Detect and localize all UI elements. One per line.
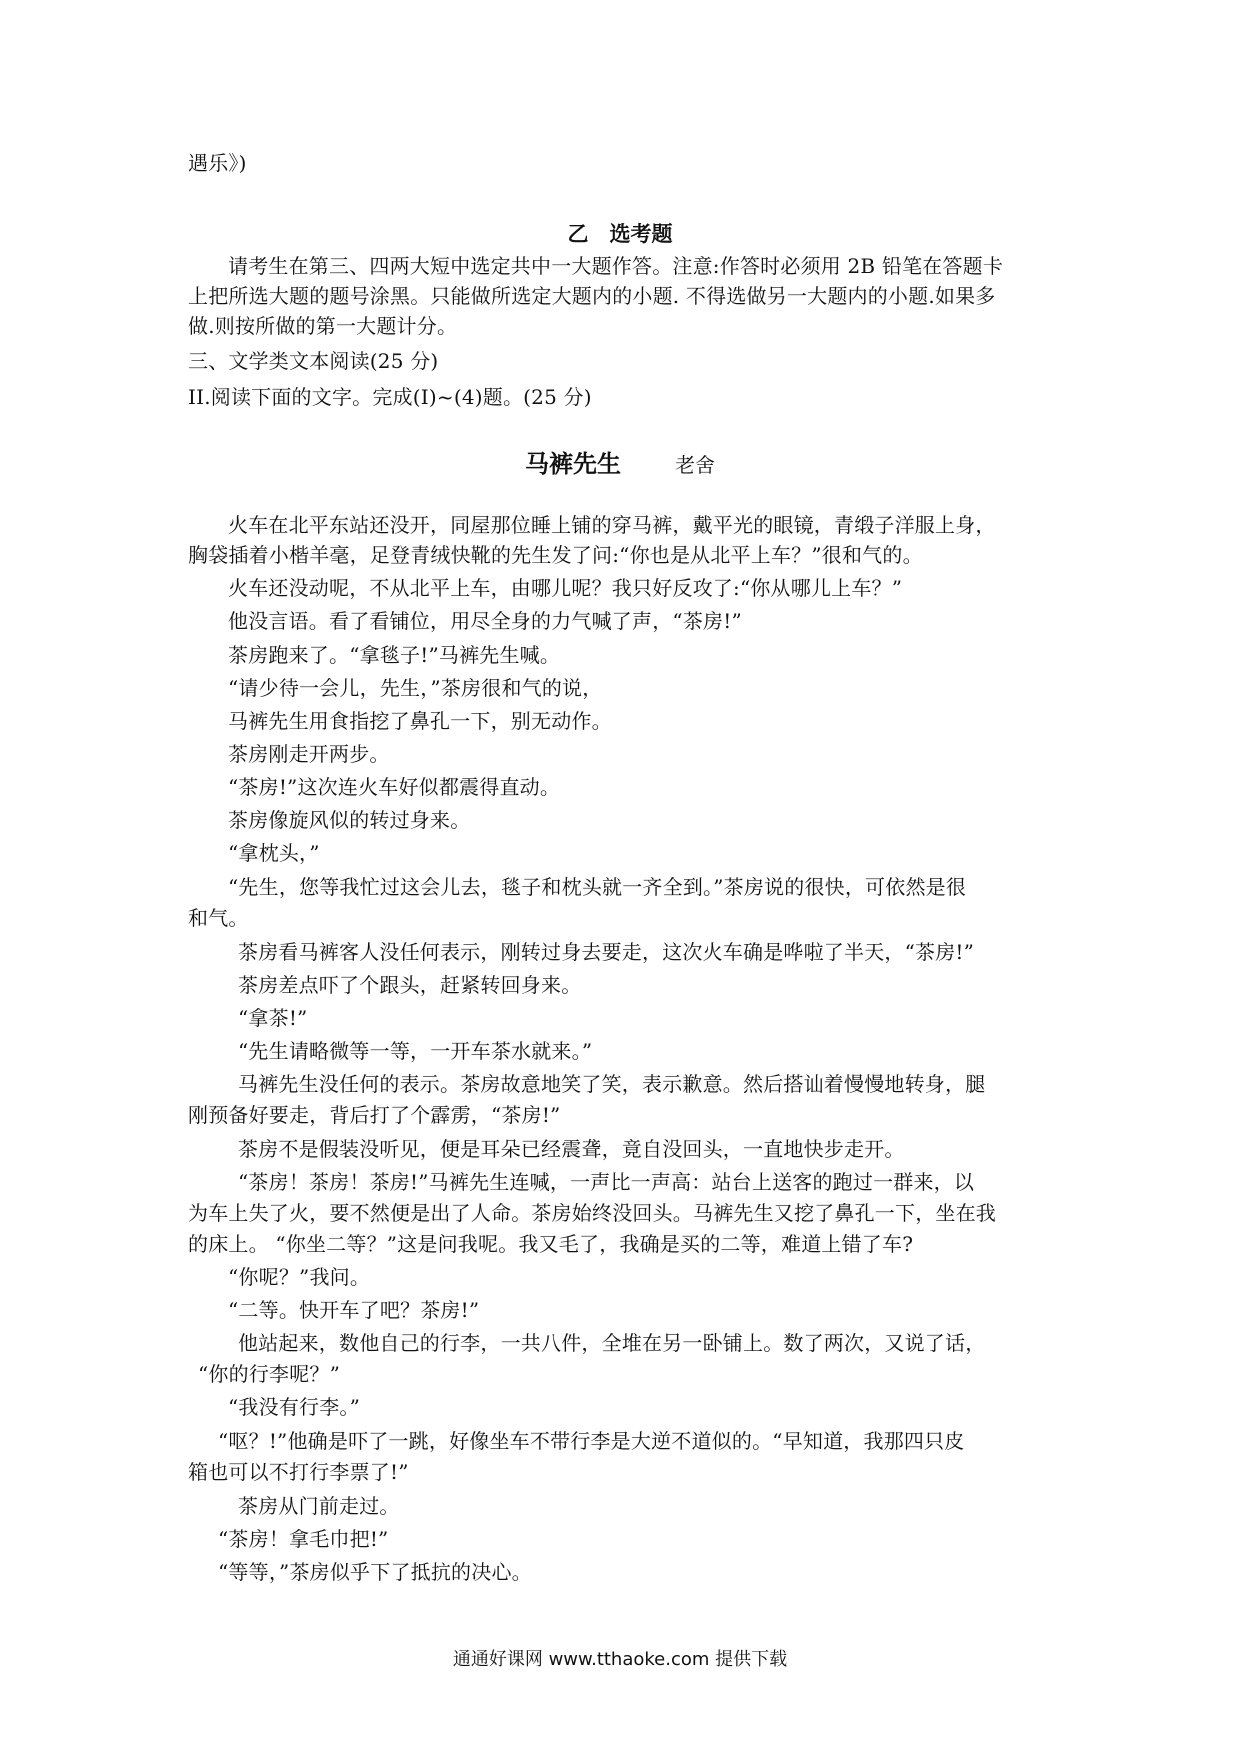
article-line-10: 茶房像旋风似的转过身来。: [228, 808, 471, 832]
article-line-28: “我没有行李。”: [228, 1395, 361, 1419]
article-line-7: 马裤先生用食指挖了鼻孔一下，别无动作。: [228, 709, 612, 733]
article-line-1: 火车在北平东站还没开，同屋那位睡上铺的穿马裤，戴平光的眼镜，青缎子洋服上身，: [228, 513, 996, 537]
article-line-16: “拿茶!”: [238, 1006, 308, 1030]
article-line-9: “茶房!”这次连火车好似都震得直动。: [228, 775, 561, 799]
article-line-11: “拿枕头，”: [228, 841, 320, 865]
article-line-12: “先生，您等我忙过这会儿去，毯子和枕头就一齐全到。”茶房说的很快，可依然是很: [228, 875, 967, 899]
article-line-27: “你的行李呢？”: [198, 1362, 341, 1386]
article-line-14: 茶房看马裤客人没任何表示，刚转过身去要走，这次火车确是哗啦了半天，“茶房!”: [238, 940, 975, 964]
article-line-26: 他站起来，数他自己的行李，一共八件，全堆在另一卧铺上。数了两次，又说了话，: [238, 1331, 986, 1355]
article-line-29: “呕？!”他确是吓了一跳，好像坐车不带行李是大逆不道似的。“早知道，我那四只皮: [218, 1429, 965, 1453]
article-line-5: 茶房跑来了。“拿毯子!”马裤先生喊。: [228, 643, 561, 667]
article-line-2: 胸袋插着小楷羊毫，足登青绒快靴的先生发了问:“你也是从北平上车？”很和气的。: [188, 543, 923, 567]
article-line-13: 和气。: [188, 906, 249, 930]
article-line-33: “等等，”茶房似乎下了抵抗的决心。: [218, 1560, 532, 1584]
article-line-25: “二等。快开车了吧？茶房!”: [228, 1298, 480, 1322]
part-heading: 三、文学类文本阅读(25 分): [188, 349, 439, 373]
article-heading: [0, 444, 1240, 479]
article-line-8: 茶房刚走开两步。: [228, 742, 390, 766]
article-line-22: 为车上失了火，要不然便是出了人命。茶房始终没回头。马裤先生又挖了鼻孔一下，坐在我: [188, 1201, 996, 1225]
article-line-19: 刚预备好要走，背后打了个霹雳，“茶房!”: [188, 1103, 561, 1127]
article-title: 马裤先生: [525, 450, 621, 478]
article-line-17: “先生请略微等一等，一开车茶水就来。”: [238, 1039, 593, 1063]
article-line-20: 茶房不是假装没听见，便是耳朵已经震聋，竟自没回头，一直地快步走开。: [238, 1137, 905, 1161]
article-line-4: 他没言语。看了看铺位，用尽全身的力气喊了声，“茶房!”: [228, 609, 742, 633]
page-footer: 通通好课网 www.tthaoke.com 提供下载: [452, 1649, 788, 1670]
article-line-3: 火车还没动呢，不从北平上车，由哪儿呢？我只好反攻了:“你从哪儿上车？”: [228, 576, 903, 600]
article-line-6: “请少待一会儿，先生，”茶房很和气的说，: [228, 676, 603, 700]
article-line-21: “茶房！茶房！茶房!”马裤先生连喊，一声比一声高：站台上送客的跑过一群来，以: [238, 1170, 975, 1194]
instruction-line-1: 请考生在第三、四两大短中选定共中一大题作答。注意:作答时必须用 2B 铅笔在答题卡: [228, 254, 1004, 278]
top-fragment: 遇乐》): [188, 151, 247, 175]
article-line-31: 茶房从门前走过。: [238, 1494, 400, 1518]
instruction-line-3: 做.则按所做的第一大题计分。: [188, 314, 458, 338]
instruction-line-2: 上把所选大题的题号涂黑。只能做所选定大题内的小题. 不得选做另一大题内的小题.如果多: [188, 284, 996, 308]
question-heading: II.阅读下面的文字。完成(I)~(4)题。(25 分): [188, 385, 592, 409]
article-line-15: 茶房差点吓了个跟头，赶紧转回身来。: [238, 973, 582, 997]
article-line-30: 箱也可以不打行李票了!”: [188, 1460, 409, 1484]
section-title: 乙 选考题: [567, 222, 673, 246]
article-line-24: “你呢？”我问。: [228, 1265, 371, 1289]
article-line-18: 马裤先生没任何的表示。茶房故意地笑了笑，表示歉意。然后搭讪着慢慢地转身，腿: [238, 1072, 986, 1096]
article-line-32: “茶房！拿毛巾把!”: [218, 1527, 389, 1551]
article-author: 老舍: [675, 453, 715, 477]
article-line-23: 的床上。 “你坐二等？”这是问我呢。我又毛了，我确是买的二等，难道上错了车?: [188, 1232, 914, 1256]
